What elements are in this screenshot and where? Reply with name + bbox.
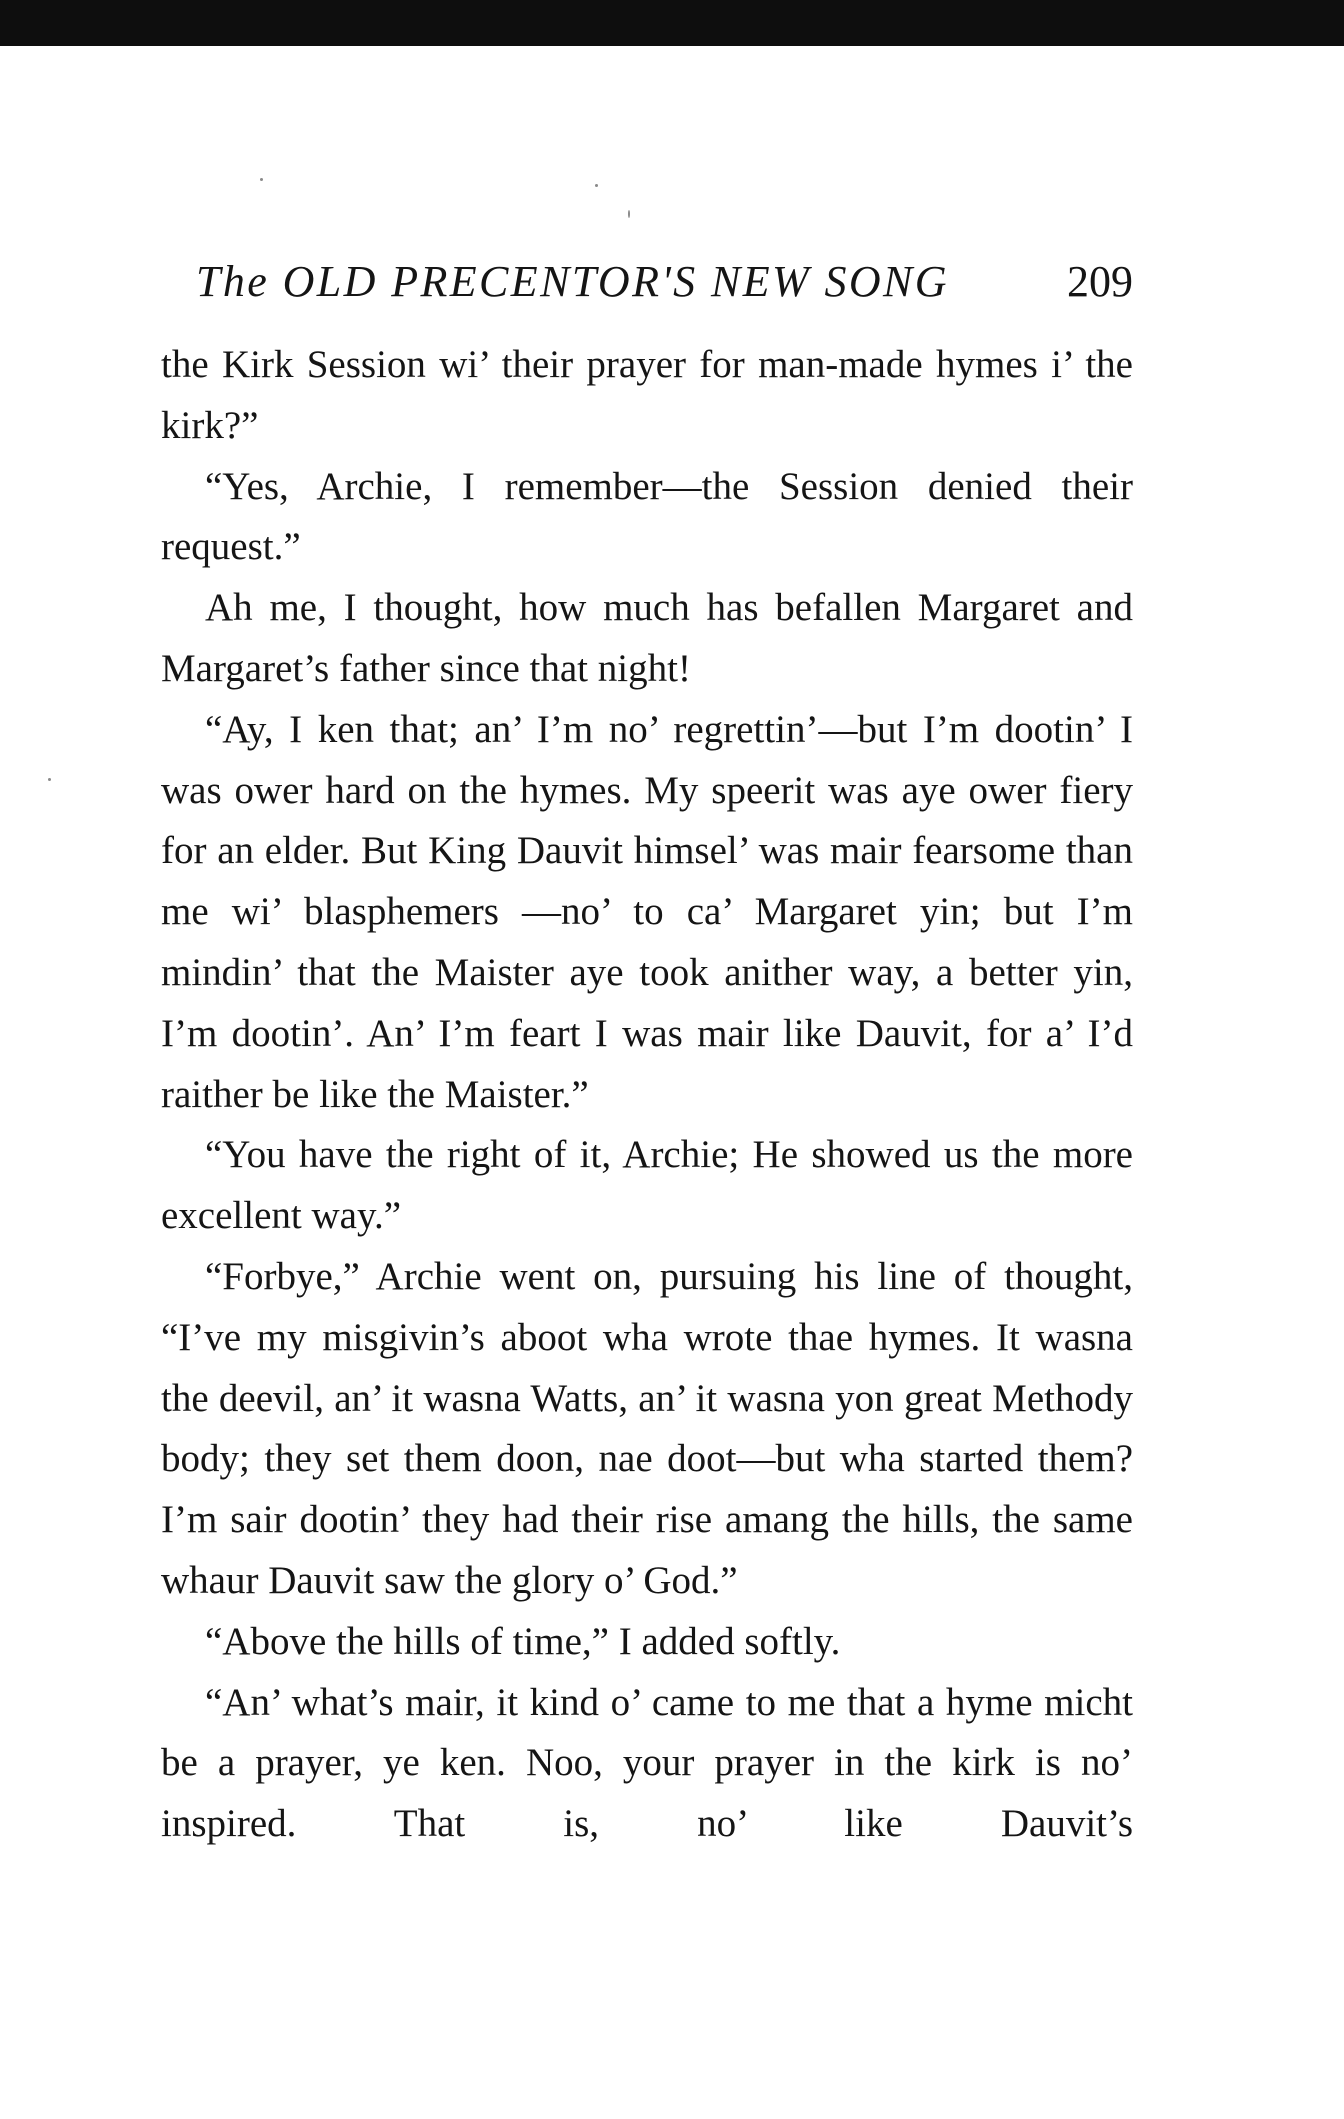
paragraph: “Ay, I ken that; an’ I’m no’ regrettin’—but I’m dootin’ I was ower hard on the hymes. My speerit was aye ower fiery for an elder. But King Dauvit himsel’ was mair fearsome than me wi’ blasphemers —no’ to ca’ Margaret yin; but I’m mindin’ that the Maister aye took anither way, a better yin, I’m dootin’. An’ I’m feart I was mair like Dauvit, for a’ I’d raither be like the Maister.” — [161, 707, 1133, 1116]
page-top-edge — [0, 0, 1344, 46]
running-head — [196, 252, 1133, 312]
paragraph: “An’ what’s mair, it kind o’ came to me that a hyme micht be a prayer, ye ken. Noo, your prayer in the kirk is no’ inspired. That is, no’ like Dauvit’s — [161, 1680, 1133, 1846]
paragraph: “Above the hills of time,” I added softly. — [205, 1619, 841, 1663]
body-text — [161, 335, 1133, 1855]
running-title: The OLD PRECENTOR'S NEW SONG — [196, 257, 949, 306]
paper-speck — [260, 178, 263, 181]
paragraph: “Forbye,” Archie went on, pursuing his line of thought, “I’ve my misgivin’s aboot wha wrote thae hymes. It wasna the deevil, an’ it wasna Watts, an’ it wasna yon great Methody body; they set them doon, nae doot—but wha started them? I’m sair dootin’ they had their rise amang the hills, the same whaur Dauvit saw the glory o’ God.” — [161, 1254, 1133, 1602]
paragraph: “You have the right of it, Archie; He showed us the more excellent way.” — [161, 1133, 1133, 1238]
paragraph: Ah me, I thought, how much has befallen Margaret and Margaret’s father since that night! — [161, 586, 1133, 690]
paper-speck — [48, 778, 51, 781]
paper-speck — [595, 184, 598, 187]
paragraph: “Yes, Archie, I remember—the Session denied their request.” — [161, 464, 1133, 569]
page-number: 209 — [1067, 257, 1133, 306]
paper-speck — [628, 210, 630, 218]
paragraph: the Kirk Session wi’ their prayer for man-made hymes i’ the kirk?” — [161, 343, 1133, 447]
